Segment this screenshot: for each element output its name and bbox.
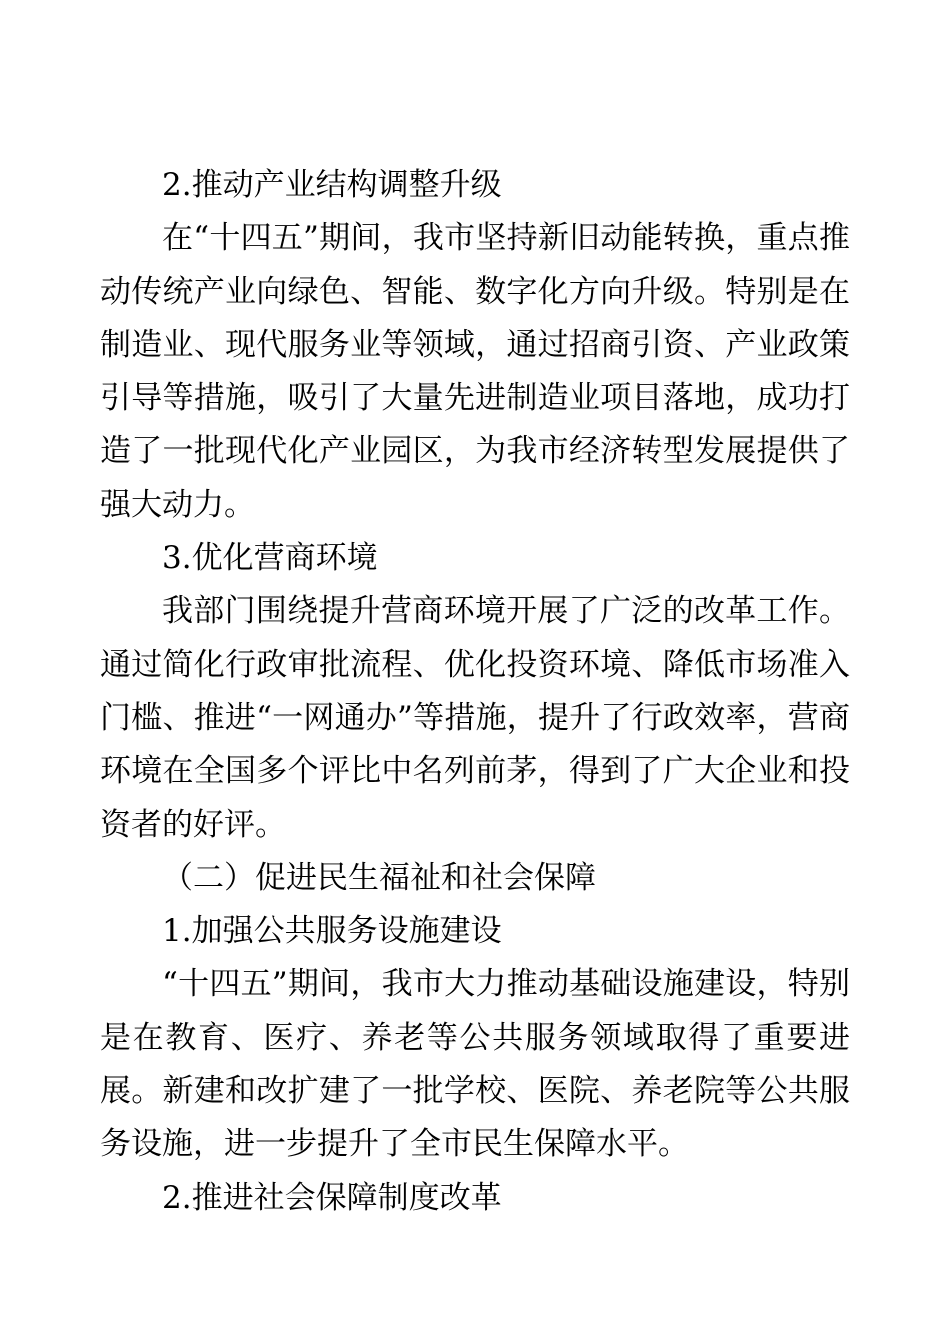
paragraph-public-services: “十四五”期间，我市大力推动基础设施建设，特别是在教育、医疗、养老等公共服务领域取得了重要进展。新建和改扩建了一批学校、医院、养老院等公共服务设施，进一步提升了全市民生保障水平。 [100, 966, 850, 1163]
subheading-social-security: 2.推进社会保障制度改革 [162, 1179, 502, 1216]
subheading-industrial-upgrade: 2.推动产业结构调整升级 [162, 167, 502, 203]
document-body [100, 159, 850, 1225]
subheading-business-environment: 3.优化营商环境 [162, 540, 378, 577]
section-heading-livelihood: （二）促进民生福祉和社会保障 [162, 859, 596, 896]
subheading-public-services: 1.加强公共服务设施建设 [162, 913, 502, 950]
paragraph-industrial-upgrade: 在“十四五”期间，我市坚持新旧动能转换，重点推动传统产业向绿色、智能、数字化方向升级。特别是在制造业、现代服务业等领域，通过招商引资、产业政策引导等措施，吸引了大量先进制造业项目落地，成功打造了一批现代化产业园区，为我市经济转型发展提供了强大动力。 [100, 220, 850, 523]
paragraph-business-environment: 我部门围绕提升营商环境开展了广泛的改革工作。通过简化行政审批流程、优化投资环境、降低市场准入门槛、推进“一网通办”等措施，提升了行政效率，营商环境在全国多个评比中名列前茅，得到了广大企业和投资者的好评。 [100, 593, 850, 843]
